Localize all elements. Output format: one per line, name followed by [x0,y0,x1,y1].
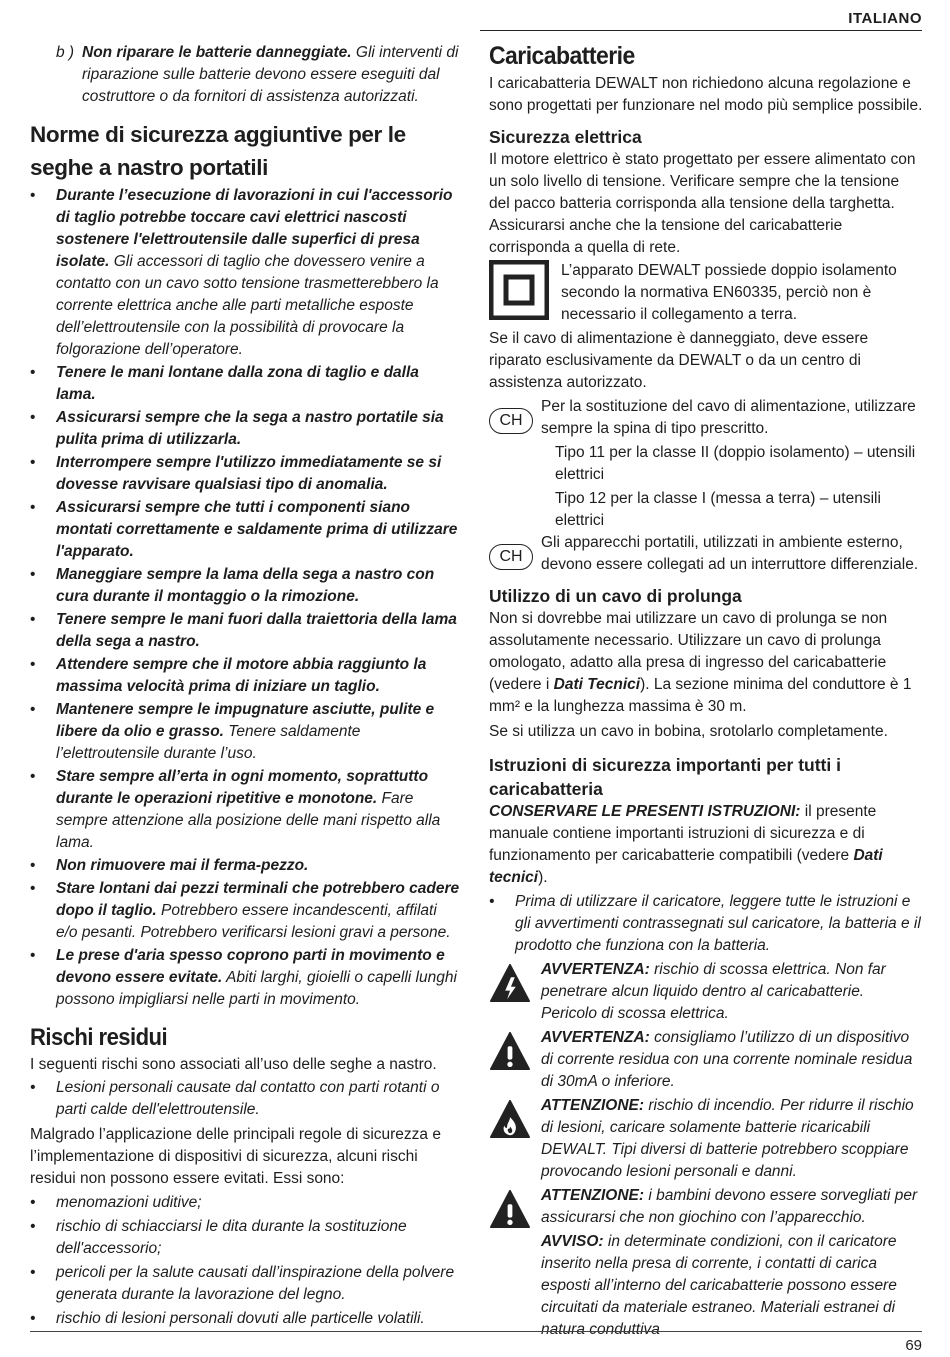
warning-row: AVVERTENZA: rischio di scossa elettrica. Non far penetrare alcun liquido dentro al caricabatterie. Pericolo di scossa elettrica. [489,959,924,1025]
general-warning-icon [489,1189,531,1236]
warning-row: ATTENZIONE: rischio di incendio. Per ridurre il rischio di lesioni, caricare solamente batterie ricaricabili DEWALT. Tipi diversi di batterie potrebbero scoppiare provocando lesioni personali e danni. [489,1095,924,1183]
item-label: b ) [56,44,75,61]
residual-risk-list [30,1192,462,1330]
paragraph: I caricabatteria DEWALT non richiedono alcuna regolazione e sono progettati per funzionare nel modo più semplice possibile. [489,75,923,114]
swiss-ch-icon: CH [489,408,533,434]
safety-rule-item: • Interrompere sempre l'utilizzo immediatamente se si dovesse ravvisare qualsiasi tipo di anomalia. [30,452,462,496]
subsection-title: Sicurezza elettrica [489,127,642,147]
section-title: Caricabatterie [489,42,635,70]
general-warning-icon [489,1031,531,1078]
safety-rule-item: • Stare lontani dai pezzi terminali che potrebbero cadere dopo il taglio. Potrebbero essere incandescenti, affilati e/o pesanti. Potrebbero verificarsi lesioni gravi a persone. [30,878,462,944]
warning-row: AVVERTENZA: consigliamo l’utilizzo di un dispositivo di corrente residua con una corrente nominale residua di 30mA o inferiore. [489,1027,924,1093]
list-item: • rischio di lesioni personali dovuti alle particelle volatili. [30,1308,462,1330]
safety-rule-item: • Tenere sempre le mani fuori dalla traiettoria della lama della sega a nastro. [30,609,462,653]
paragraph: Tipo 12 per la classe I (messa a terra) – utensili elettrici [555,490,881,529]
section-title: Rischi residui [30,1024,168,1051]
list-item: • rischio di schiacciarsi le dita durante la sostituzione dell'accessorio; [30,1216,462,1260]
ch-note: CH Gli apparecchi portatili, utilizzati in ambiente esterno, devono essere collegati ad un interruttore differenziale. [489,532,924,576]
list-item: • Prima di utilizzare il caricatore, leggere tutte le istruzioni e gli avvertimenti contrassegnati sul caricatore, la batteria e il prodotto che funziona con la batteria. [489,891,924,957]
subsection-title: Istruzioni di sicurezza importanti per tutti i caricabatteria [489,755,841,799]
safety-rule-item: • Non rimuovere mai il ferma-pezzo. [30,855,462,877]
safety-rules-list [30,185,462,1011]
notice: AVVISO: in determinate condizioni, con il caricatore inserito nella presa di corrente, i contatti di carica esposti all’interno del caricabatterie possono essere circuitati da materiale estraneo. Materiali estranei di natura conduttiva [541,1233,897,1338]
paragraph: Tipo 11 per la classe II (doppio isolamento) – utensili elettrici [555,444,916,483]
safety-rule-item: • Assicurarsi sempre che la sega a nastro portatile sia pulita prima di utilizzarla. [30,407,462,451]
double-insulation-row [489,260,924,326]
paragraph: Malgrado l’applicazione delle principali regole di sicurezza e l’implementazione di dispositivi di sicurezza, alcuni rischi residui non possono essere evitati. Essi sono: [30,1126,441,1187]
instruction-list [489,891,924,957]
subsection-title: Utilizzo di un cavo di prolunga [489,586,742,606]
safety-rule-item: • Maneggiare sempre la lama della sega a nastro con cura durante il montaggio o la rimozione. [30,564,462,608]
paragraph: CONSERVARE LE PRESENTI ISTRUZIONI: il presente manuale contiene importanti istruzioni di sicurezza e di funzionamento per caricabatterie compatibili (vedere Dati tecnici). [489,803,883,886]
double-insulation-icon [489,260,549,320]
safety-rule-item: • Attendere sempre che il motore abbia raggiunto la massima velocità prima di iniziare un taglio. [30,654,462,698]
page-number: 69 [905,1337,922,1354]
paragraph: Se si utilizza un cavo in bobina, srotolarlo completamente. [489,723,888,740]
safety-rule-item: • Assicurarsi sempre che tutti i componenti siano montati correttamente e saldamente prima di utilizzare l'apparato. [30,497,462,563]
list-item: • Lesioni personali causate dal contatto con parti rotanti o parti calde dell'elettroutensile. [30,1077,462,1121]
fire-warning-icon [489,1099,531,1146]
electric-shock-warning-icon [489,963,531,1010]
paragraph: Non si dovrebbe mai utilizzare un cavo di prolunga se non assolutamente necessario. Utilizzare un cavo di prolunga omologato, adatto alla presa di ingresso del caricabatterie (vedere i Dati Tecnici). La sezione minima del conduttore è 1 mm² e la lunghezza massima è 30 m. [489,610,912,715]
list-item: • menomazioni uditive; [30,1192,462,1214]
paragraph: L’apparato DEWALT possiede doppio isolamento secondo la normativa EN60335, perciò non è necessario il collegamento a terra. [561,262,897,323]
risk-list [30,1077,462,1121]
left-column [30,40,462,1330]
safety-rule-item: • Le prese d'aria spesso coprono parti in movimento e devono essere evitate. Abiti larghi, gioielli o capelli lunghi possono impigliarsi nelle parti in movimento. [30,945,462,1011]
ch-note: CH Per la sostituzione del cavo di alimentazione, utilizzare sempre la spina di tipo prescritto. [489,396,924,440]
language-label: ITALIANO [848,10,922,27]
safety-rule-item: • Durante l’esecuzione di lavorazioni in cui l'accessorio di taglio potrebbe toccare cavi elettrici nascosti sostenere l'elettroutensile dalle superfici di presa isolate. Gli accessori di taglio che dovessero venire a contatto con un cavo sotto tensione trasmetterebbero la corrente elettrica anche alle parti metalliche esposte dell’elettroutensile con la possibilità di provocare la folgorazione dell’operatore. [30,185,462,361]
safety-rule-item: • Mantenere sempre le impugnature asciutte, pulite e libere da olio e grasso. Tenere saldamente l’elettroutensile durante l’uso. [30,699,462,765]
paragraph: Se il cavo di alimentazione è danneggiato, deve essere riparato esclusivamente da DEWALT o da un centro di assistenza autorizzato. [489,330,869,391]
list-item: • pericoli per la salute causati dall’inspirazione della polvere generata durante la lavorazione del legno. [30,1262,462,1306]
safety-rule-item: • Tenere le mani lontane dalla zona di taglio e dalla lama. [30,362,462,406]
swiss-ch-icon: CH [489,544,533,570]
header-rule [480,30,922,31]
right-column [489,40,924,1341]
list-item-b: b ) Non riparare le batterie danneggiate. Gli interventi di riparazione sulle batterie devono essere eseguiti dal costruttore o da fornitori di assistenza autorizzati. [56,44,459,105]
paragraph: Il motore elettrico è stato progettato per essere alimentato con un solo livello di tensione. Verificare sempre che la tensione del pacco batteria corrisponda alla tensione della targhetta. Assicurarsi anche che la tensione del caricabatterie corrisponda a quella di rete. [489,151,916,256]
footer-rule [30,1331,922,1332]
section-title: Norme di sicurezza aggiuntive per le seghe a nastro portatili [30,122,406,180]
warnings-list [489,959,924,1229]
warning-row: ATTENZIONE: i bambini devono essere sorvegliati per assicurarsi che non giochino con l’apparecchio. [489,1185,924,1229]
safety-rule-item: • Stare sempre all’erta in ogni momento, soprattutto durante le operazioni ripetitive e monotone. Fare sempre attenzione alla posizione delle mani rispetto alla lama. [30,766,462,854]
paragraph: I seguenti rischi sono associati all’uso delle seghe a nastro. [30,1056,437,1073]
